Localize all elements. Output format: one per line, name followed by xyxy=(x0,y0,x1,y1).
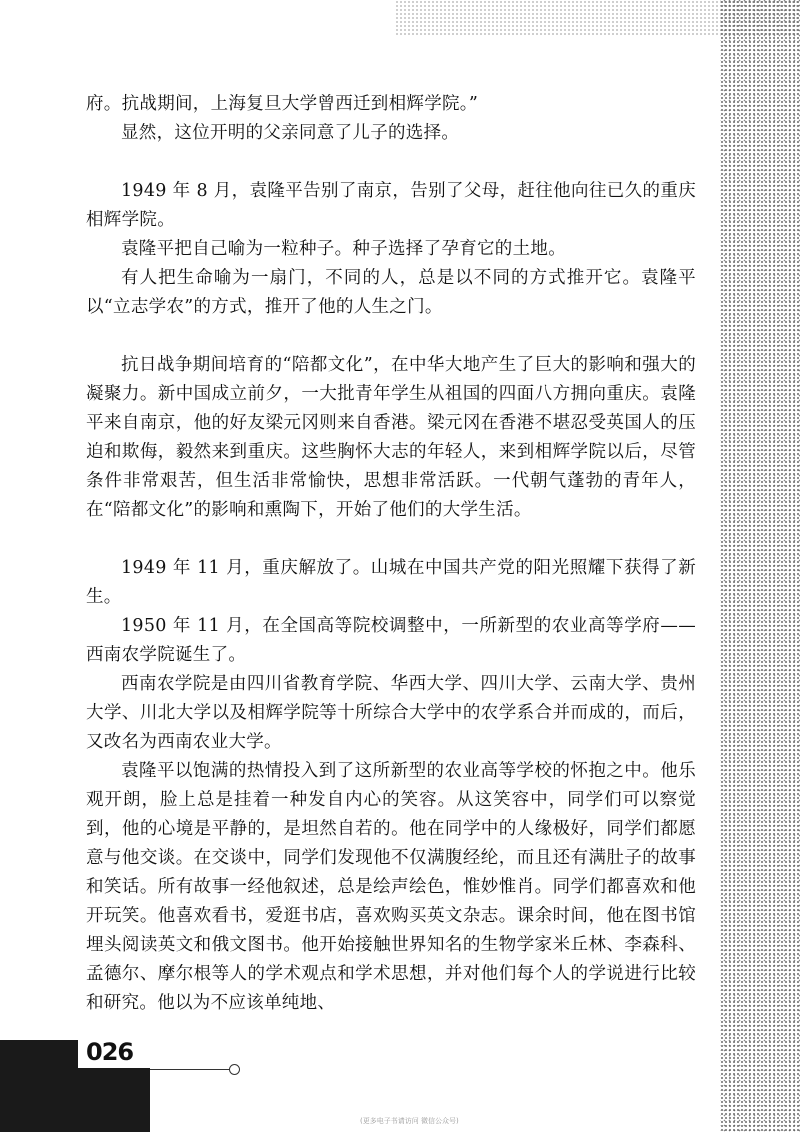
section-gap xyxy=(86,322,696,351)
footer-circle-ornament xyxy=(229,1064,240,1075)
paragraph-5: 有人把生命喻为一扇门，不同的人，总是以不同的方式推开它。袁隆平以“立志学农”的方式，推开了他的人生之门。 xyxy=(86,268,696,317)
body-text xyxy=(86,90,696,1018)
paragraph-1: 府。抗战期间，上海复旦大学曾西迁到相辉学院。” xyxy=(86,94,479,114)
paragraph-8: 1950 年 11 月，在全国高等院校调整中，一所新型的农业高等学府——西南农学院诞生了。 xyxy=(86,616,696,665)
paragraph-9: 西南农学院是由四川省教育学院、华西大学、四川大学、云南大学、贵州大学、川北大学以及相辉学院等十所综合大学中的农学系合并而成的，而后，又改名为西南农业大学。 xyxy=(86,674,696,752)
paragraph-7: 1949 年 11 月，重庆解放了。山城在中国共产党的阳光照耀下获得了新生。 xyxy=(86,558,696,607)
paragraph-3: 1949 年 8 月，袁隆平告别了南京，告别了父母，赶往他向往已久的重庆相辉学院。 xyxy=(86,181,696,230)
page-number: 026 xyxy=(86,1038,134,1066)
footer-rule xyxy=(150,1069,230,1070)
paragraph-2: 显然，这位开明的父亲同意了儿子的选择。 xyxy=(121,123,460,143)
footer-black-block xyxy=(0,1040,78,1132)
paragraph-6: 抗日战争期间培育的“陪都文化”，在中华大地产生了巨大的影响和强大的凝聚力。新中国成立前夕，一大批青年学生从祖国的四面八方拥向重庆。袁隆平来自南京，他的好友梁元冈则来自香港。梁元冈在香港不堪忍受英国人的压迫和欺侮，毅然来到重庆。这些胸怀大志的年轻人，来到相辉学院以后，尽管条件非常艰苦，但生活非常愉快，思想非常活跃。一代朝气蓬勃的青年人，在“陪都文化”的影响和熏陶下，开始了他们的大学生活。 xyxy=(86,355,696,520)
section-gap xyxy=(86,148,696,177)
paragraph-10: 袁隆平以饱满的热情投入到了这所新型的农业高等学校的怀抱之中。他乐观开朗，脸上总是挂着一种发自内心的笑容。从这笑容中，同学们可以察觉到，他的心境是平静的，是坦然自若的。他在同学中的人缘极好，同学们都愿意与他交谈。在交谈中，同学们发现他不仅满腹经纶，而且还有满肚子的故事和笑话。所有故事一经他叙述，总是绘声绘色，惟妙惟肖。同学们都喜欢和他开玩笑。他喜欢看书，爱逛书店，喜欢购买英文杂志。课余时间，他在图书馆埋头阅读英文和俄文图书。他开始接触世界知名的生物学家米丘林、李森科、孟德尔、摩尔根等人的学术观点和学术思想，并对他们每个人的学说进行比较和研究。他以为不应该单纯地、 xyxy=(86,761,696,1013)
paragraph-4: 袁隆平把自己喻为一粒种子。种子选择了孕育它的土地。 xyxy=(121,239,566,259)
section-gap xyxy=(86,525,696,554)
scan-watermark: (更多电子书请访问 微信公众号) xyxy=(360,1117,459,1125)
footer-black-block-lower xyxy=(78,1068,150,1132)
scan-noise-right-edge xyxy=(720,0,800,1132)
